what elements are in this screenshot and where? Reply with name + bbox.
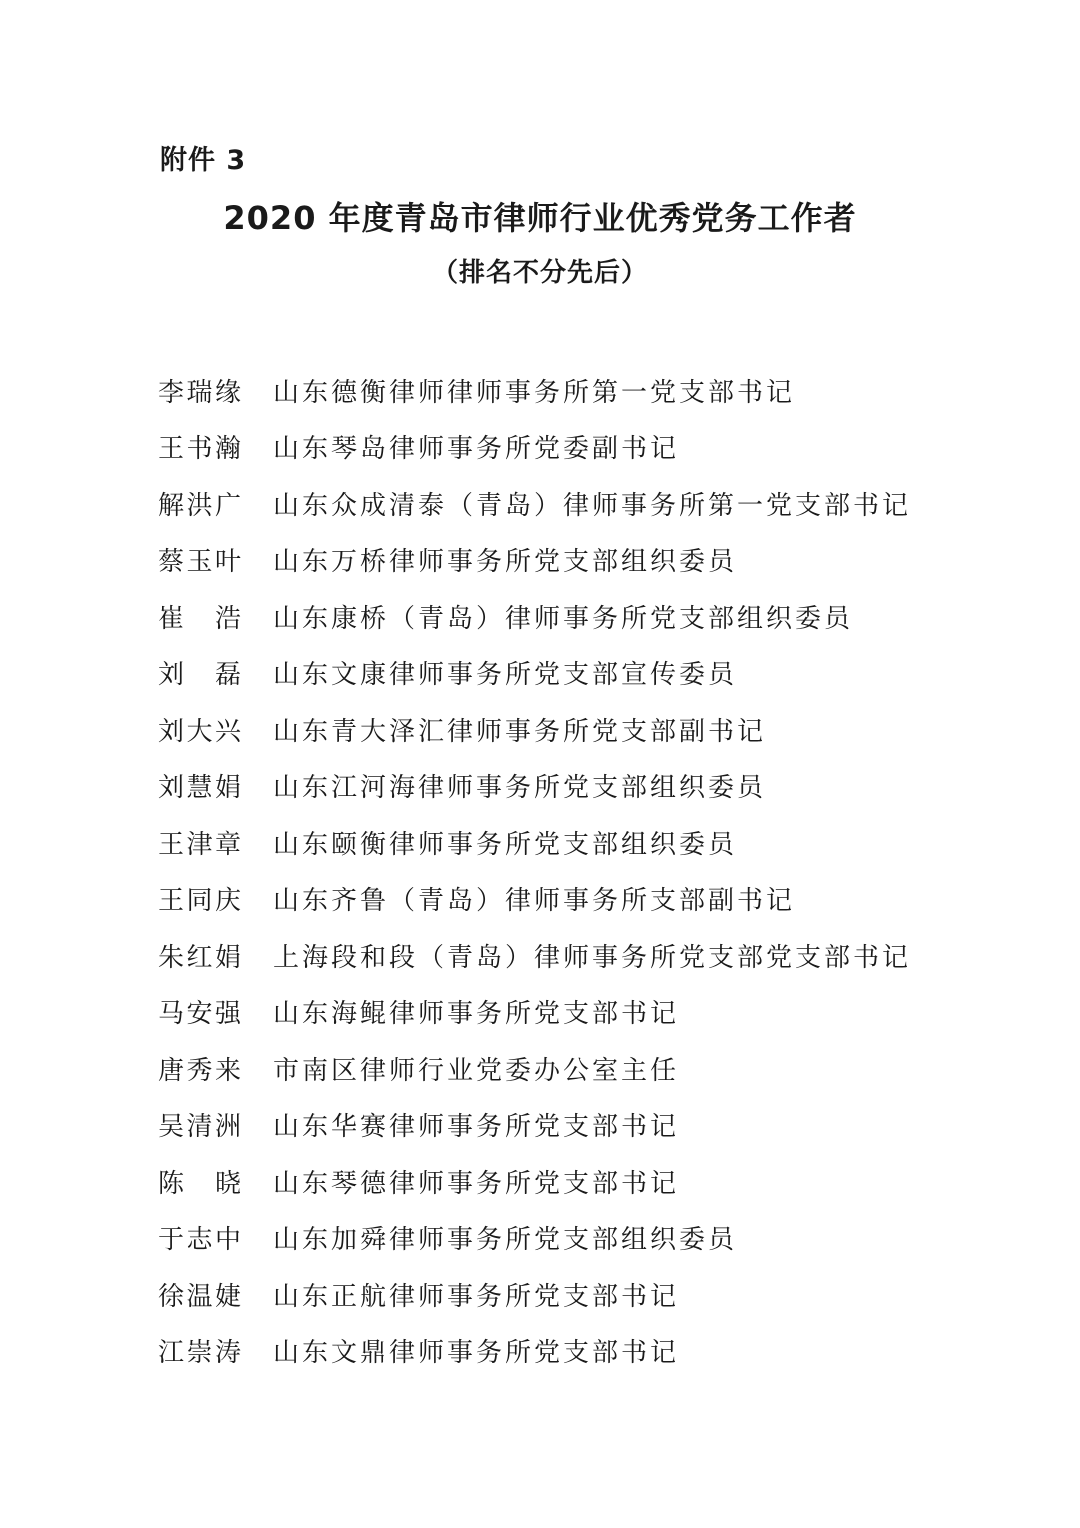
list-item bbox=[158, 1323, 1038, 1380]
honoree-name: 于志中 bbox=[158, 1225, 242, 1256]
honoree-role: 山东江河海律师事务所党支部组织委员 bbox=[273, 773, 767, 804]
honoree-role: 上海段和段（青岛）律师事务所党支部党支部书记 bbox=[273, 942, 912, 973]
list-item bbox=[158, 1097, 1038, 1154]
honoree-role: 山东文鼎律师事务所党支部书记 bbox=[273, 1338, 680, 1369]
honoree-role: 市南区律师行业党委办公室主任 bbox=[273, 1055, 680, 1086]
honoree-name: 蔡玉叶 bbox=[158, 547, 242, 578]
list-item bbox=[158, 814, 1038, 871]
list-item bbox=[158, 927, 1038, 984]
honoree-name: 崔浩 bbox=[158, 603, 242, 634]
list-item bbox=[158, 419, 1038, 476]
list-item bbox=[158, 645, 1038, 702]
honoree-name: 刘大兴 bbox=[158, 716, 242, 747]
list-item bbox=[158, 701, 1038, 758]
document-subtitle: （排名不分先后） bbox=[431, 258, 648, 288]
honoree-role: 山东海鲲律师事务所党支部书记 bbox=[273, 999, 680, 1030]
list-item bbox=[158, 362, 1038, 419]
honoree-name: 马安强 bbox=[158, 999, 242, 1030]
honoree-role: 山东众成清泰（青岛）律师事务所第一党支部书记 bbox=[273, 490, 912, 521]
list-item bbox=[158, 588, 1038, 645]
honoree-name: 徐温婕 bbox=[158, 1281, 242, 1312]
document-title: 2020 年度青岛市律师行业优秀党务工作者 bbox=[223, 199, 857, 237]
honoree-name: 刘慧娟 bbox=[158, 773, 242, 804]
honoree-role: 山东华赛律师事务所党支部书记 bbox=[273, 1112, 680, 1143]
honoree-name: 解洪广 bbox=[158, 490, 242, 521]
list-item bbox=[158, 532, 1038, 589]
list-item bbox=[158, 1266, 1038, 1323]
honoree-name: 吴清洲 bbox=[158, 1112, 242, 1143]
honoree-role: 山东康桥（青岛）律师事务所党支部组织委员 bbox=[273, 603, 854, 634]
honoree-list bbox=[158, 362, 1038, 1379]
list-item bbox=[158, 1153, 1038, 1210]
honoree-name: 朱红娟 bbox=[158, 942, 242, 973]
honoree-role: 山东正航律师事务所党支部书记 bbox=[273, 1281, 680, 1312]
honoree-name: 刘磊 bbox=[158, 660, 242, 691]
honoree-role: 山东琴岛律师事务所党委副书记 bbox=[273, 434, 680, 465]
honoree-name: 王书瀚 bbox=[158, 434, 242, 465]
honoree-name: 王津章 bbox=[158, 829, 242, 860]
attachment-label: 附件 3 bbox=[160, 145, 247, 176]
honoree-name: 江崇涛 bbox=[158, 1338, 242, 1369]
list-item bbox=[158, 984, 1038, 1041]
honoree-role: 山东琴德律师事务所党支部书记 bbox=[273, 1168, 680, 1199]
honoree-role: 山东青大泽汇律师事务所党支部副书记 bbox=[273, 716, 767, 747]
list-item bbox=[158, 758, 1038, 815]
list-item bbox=[158, 871, 1038, 928]
honoree-name: 李瑞缘 bbox=[158, 377, 242, 408]
list-item bbox=[158, 1210, 1038, 1267]
honoree-name: 陈晓 bbox=[158, 1168, 242, 1199]
honoree-role: 山东齐鲁（青岛）律师事务所支部副书记 bbox=[273, 886, 796, 917]
honoree-role: 山东万桥律师事务所党支部组织委员 bbox=[273, 547, 738, 578]
honoree-role: 山东文康律师事务所党支部宣传委员 bbox=[273, 660, 738, 691]
list-item bbox=[158, 475, 1038, 532]
list-item bbox=[158, 1040, 1038, 1097]
honoree-name: 王同庆 bbox=[158, 886, 242, 917]
honoree-name: 唐秀来 bbox=[158, 1055, 242, 1086]
honoree-role: 山东加舜律师事务所党支部组织委员 bbox=[273, 1225, 738, 1256]
honoree-role: 山东德衡律师律师事务所第一党支部书记 bbox=[273, 377, 796, 408]
honoree-role: 山东颐衡律师事务所党支部组织委员 bbox=[273, 829, 738, 860]
